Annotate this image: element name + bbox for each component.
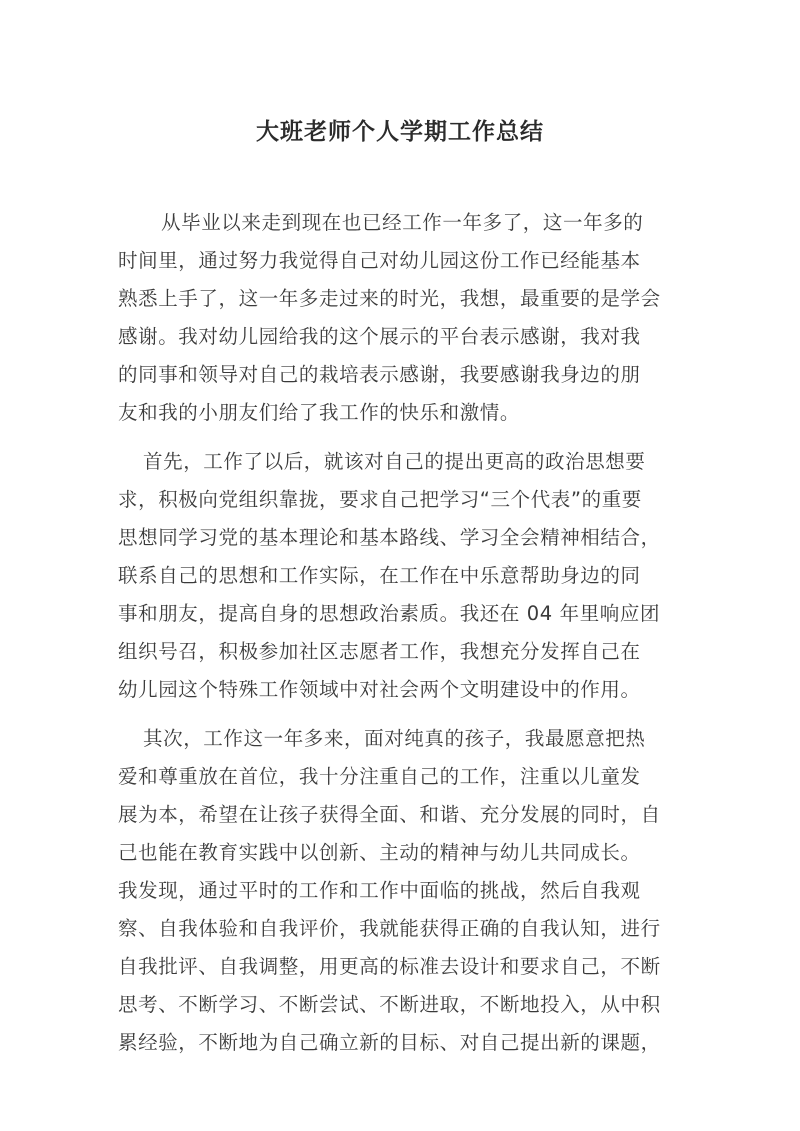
text-line: 熟悉上手了，这一年多走过来的时光，我想，最重要的是学会 xyxy=(118,287,661,310)
document-title: 大班老师个人学期工作总结 xyxy=(256,119,544,145)
text-line: 的同事和领导对自己的栽培表示感谢，我要感谢我身边的朋 xyxy=(118,363,641,386)
text-line: 思想同学习党的基本理论和基本路线、学习全会精神相结合， xyxy=(118,526,661,549)
text-line: 我发现，通过平时的工作和工作中面临的挑战，然后自我观 xyxy=(118,879,641,902)
text-line: 首先，工作了以后，就该对自己的提出更高的政治思想要 xyxy=(143,450,646,473)
text-line: 时间里，通过努力我觉得自己对幼儿园这份工作已经能基本 xyxy=(118,249,641,272)
text-line: 幼儿园这个特殊工作领域中对社会两个文明建设中的作用。 xyxy=(118,678,641,701)
text-line: 展为本，希望在让孩子获得全面、和谐、充分发展的同时，自 xyxy=(118,803,661,826)
text-line: 爱和尊重放在首位，我十分注重自己的工作，注重以儿童发 xyxy=(118,765,641,788)
text-line: 察、自我体验和自我评价，我就能获得正确的自我认知，进行 xyxy=(118,917,661,940)
text-line: 事和朋友，提高自身的思想政治素质。我还在 04 年里响应团 xyxy=(118,602,661,625)
text-line: 联系自己的思想和工作实际，在工作在中乐意帮助身边的同 xyxy=(118,564,641,587)
text-line: 感谢。我对幼儿园给我的这个展示的平台表示感谢，我对我 xyxy=(118,325,641,348)
text-line: 思考、不断学习、不断尝试、不断进取，不断地投入，从中积 xyxy=(118,993,661,1016)
text-line: 组织号召，积极参加社区志愿者工作，我想充分发挥自己在 xyxy=(118,640,641,663)
text-line: 己也能在教育实践中以创新、主动的精神与幼儿共同成长。 xyxy=(118,841,641,864)
text-line: 自我批评、自我调整，用更高的标准去设计和要求自己，不断 xyxy=(118,955,661,978)
text-line: 其次，工作这一年多来，面对纯真的孩子，我最愿意把热 xyxy=(143,727,646,750)
text-line: 友和我的小朋友们给了我工作的快乐和激情。 xyxy=(118,401,521,424)
text-line: 累经验，不断地为自己确立新的目标、对自己提出新的课题， xyxy=(118,1031,661,1054)
text-line: 求，积极向党组织靠拢，要求自己把学习“三个代表”的重要 xyxy=(118,488,642,511)
text-line: 从毕业以来走到现在也已经工作一年多了，这一年多的 xyxy=(161,211,644,234)
